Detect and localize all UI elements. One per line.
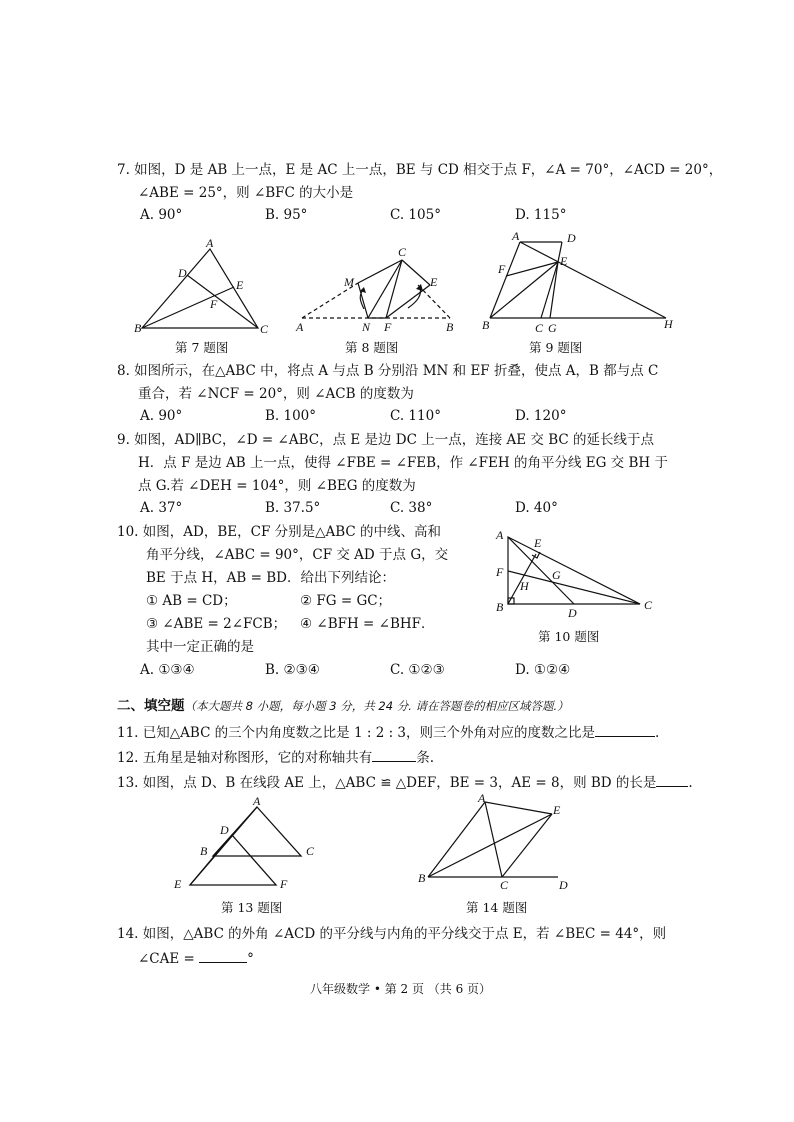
fig8-label-n: N [362,320,371,334]
q9-line1: 9. 如图，AD∥BC，∠D = ∠ABC，点 E 是边 DC 上一点，连接 AE 交 BC 的延长线于点 [117,432,655,448]
fig14-caption: 第 14 题图 [466,900,528,915]
q9-option-d: D. 40° [515,500,558,516]
q10-option-b: B. ②③④ [265,662,320,678]
fig13-label-f: F [280,877,288,891]
q10-conclusion-2: ② FG = GC； [300,593,392,609]
q8-option-c: C. 110° [390,408,441,424]
fig9-label-b: B [482,318,490,332]
fig14-label-b: B [418,871,426,885]
figure-10 [492,527,667,619]
q11-blank [595,722,655,737]
fig10-label-g: G [552,568,561,582]
q10-line3: BE 于点 H，AB = BD．给出下列结论： [146,570,395,586]
fig13-label-a: A [253,794,261,808]
fig9-label-c: C [535,321,544,335]
q10-option-c: C. ①②③ [390,662,445,678]
fig10-label-h: H [520,579,529,593]
q14-blank [199,948,247,963]
q9-line2: H．点 F 是边 AB 上一点，使得 ∠FBE = ∠FEB，作 ∠FEH 的角平分线 EG 交 BH 于 [138,455,668,471]
fig13-label-b: B [200,844,208,858]
q8-option-d: D. 120° [515,408,567,424]
q10-option-a: A. ①③④ [140,662,195,678]
q12-blank [372,747,416,762]
figure-8 [290,243,460,335]
q12-after: 条. [416,750,435,766]
q14-after: ° [247,951,254,967]
q14-line2 [138,948,254,968]
q10-line-last: 其中一定正确的是 [146,639,254,655]
figure-14 [412,792,577,892]
fig14-label-e: E [553,803,561,817]
section-2-header [117,694,569,714]
fig8-label-b: B [446,320,454,334]
q7-option-b: B. 95° [265,207,308,223]
fig8-label-c: C [398,245,407,259]
q10-line2: 角平分线，∠ABC = 90°，CF 交 AD 于点 G，交 [146,547,449,563]
fig7-caption: 第 7 题图 [175,340,229,355]
fig14-label-a: A [478,791,486,805]
q7-line1: 7. 如图，D 是 AB 上一点，E 是 AC 上一点，BE 与 CD 相交于点 F，∠A = 70°，∠ACD = 20°， [117,162,723,178]
figure-7 [130,235,280,340]
fig8-caption: 第 8 题图 [345,340,399,355]
q8-line1: 8. 如图所示，在△ABC 中，将点 A 与点 B 分别沿 MN 和 EF 折叠，使点 A，B 都与点 C [117,363,659,379]
q8-option-a: A. 90° [140,408,183,424]
q10-option-d: D. ①②④ [515,662,571,678]
q11-line: 11. 已知△ABC 的三个内角度数之比是 1 : 2 : 3，则三个外角对应的度数之比是 . [117,722,659,742]
fig9-label-g: G [548,321,557,335]
fig9-label-h: H [664,317,673,331]
q14-line1: 14. 如图，△ABC 的外角 ∠ACD 的平分线与内角的平分线交于点 E，若 ∠BEC = 44°，则 [117,926,667,942]
q9-option-c: C. 38° [390,500,433,516]
fig9-label-a: A [512,229,520,243]
q13-blank [656,772,688,787]
fig13-label-c: C [306,844,315,858]
q14-text: ∠CAE = [138,951,195,967]
q9-option-a: A. 37° [140,500,183,516]
q9-line3: 点 G.若 ∠DEH = 104°，则 ∠BEG 的度数为 [138,478,416,494]
section-2-note: （本大题共 8 小题，每小题 3 分，共 24 分. 请在答题卷的相应区域答题.） [184,699,569,713]
q7-option-c: C. 105° [390,207,441,223]
fig7-label-a: A [206,236,214,250]
fig14-label-c: C [500,878,509,892]
q10-line1: 10. 如图，AD，BE，CF 分别是△ABC 的中线、高和 [117,524,442,540]
fig13-label-d: D [220,823,229,837]
page-footer: 八年级数学 • 第 2 页 （共 6 页） [310,982,492,996]
q12-text: 12. 五角星是轴对称图形，它的对称轴共有 [117,750,373,766]
q13-text: 13. 如图，点 D、B 在线段 AE 上，△ABC ≌ △DEF，BE = 3，AE = 8，则 BD 的长是 [117,775,657,791]
fig9-label-d: D [567,231,576,245]
fig7-label-b: B [134,321,142,335]
fig7-label-c: C [260,322,269,336]
fig9-label-f: F [498,262,506,276]
fig9-caption: 第 9 题图 [529,340,583,355]
fig8-label-e: E [430,275,438,289]
q8-line2: 重合，若 ∠NCF = 20°，则 ∠ACB 的度数为 [138,386,414,402]
q10-conclusion-4: ④ ∠BFH = ∠BHF． [300,616,435,632]
q13-line: 13. 如图，点 D、B 在线段 AE 上，△ABC ≌ △DEF，BE = 3，AE = 8，则 BD 的长是 . [117,772,693,792]
fig8-label-m: M [344,275,354,289]
fig7-label-d: D [178,266,187,280]
q9-option-b: B. 37.5° [265,500,321,516]
q7-line2: ∠ABE = 25°，则 ∠BFC 的大小是 [138,185,354,201]
fig10-label-f: F [496,565,504,579]
q10-conclusion-3: ③ ∠ABE = 2∠FCB； [146,616,287,632]
q8-option-b: B. 100° [265,408,317,424]
fig10-caption: 第 10 题图 [538,629,600,644]
q10-conclusion-1: ① AB = CD； [146,593,237,609]
fig10-label-b: B [496,600,504,614]
figure-13 [170,793,315,893]
figure-9 [478,228,688,340]
q7-option-d: D. 115° [515,207,567,223]
fig7-label-e: E [236,278,244,292]
fig13-label-e: E [174,877,182,891]
fig8-label-f: F [384,320,392,334]
q11-text: 11. 已知△ABC 的三个内角度数之比是 1 : 2 : 3，则三个外角对应的度数之比是 [117,725,596,741]
fig9-label-e: E [560,254,568,268]
fig14-label-d: D [559,878,568,892]
fig10-label-d: D [568,606,577,620]
q7-option-a: A. 90° [140,207,183,223]
q12-line [117,747,434,767]
fig13-caption: 第 13 题图 [221,900,283,915]
fig7-label-f: F [210,297,218,311]
fig8-label-a: A [296,320,304,334]
fig10-label-e: E [534,536,542,550]
section-2-title: 二、填空题 [117,698,185,714]
fig10-label-c: C [644,598,653,612]
fig10-label-a: A [496,528,504,542]
